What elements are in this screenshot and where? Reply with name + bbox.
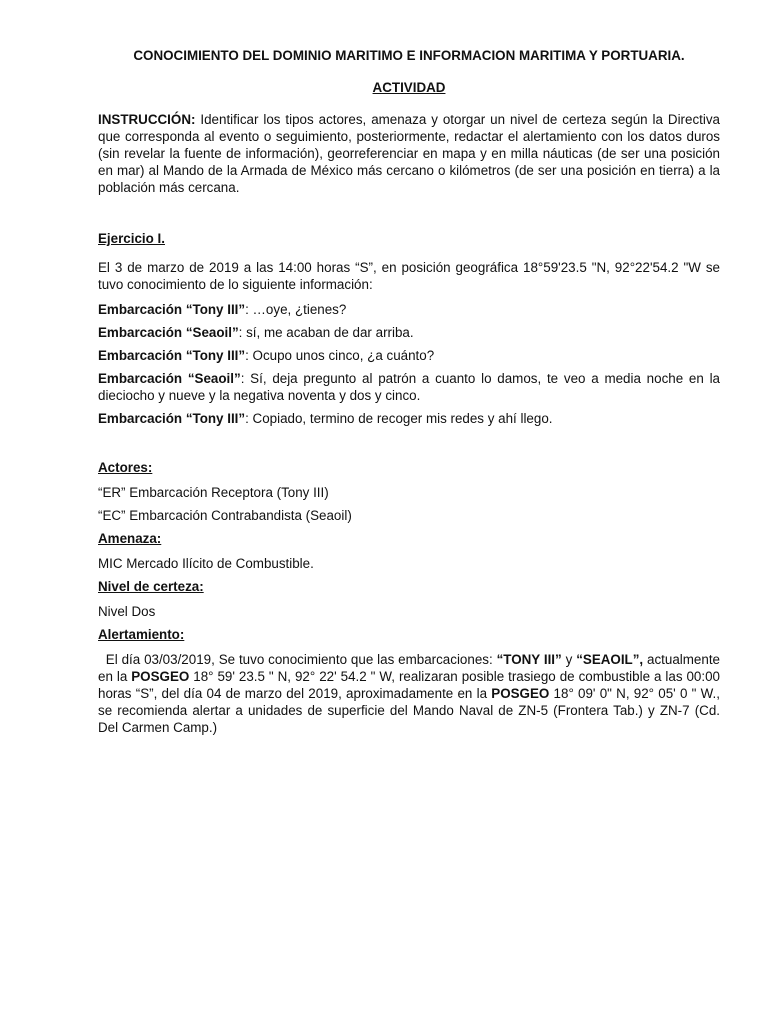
activity-heading: ACTIVIDAD	[372, 80, 446, 95]
exercise-heading: Ejercicio I.	[98, 231, 165, 246]
actor-item: “ER” Embarcación Receptora (Tony III)	[98, 485, 329, 500]
dialogue-text: : Sí, deja pregunto al patrón a cuanto lo damos, te veo a media noche en la dieciocho y nueve y la negativa noventa y dos y cinco.	[98, 371, 721, 403]
alert-text: 18° 59' 23.5 " N, 92° 22' 54.2 " W, realizaran posible trasiego de combustible a las 00:00 horas “S”, del día 04 de marzo del 2019, aproximadamente en la	[98, 669, 724, 701]
threat-heading: Amenaza:	[98, 531, 162, 546]
vessel-name-bold: “TONY III”	[496, 652, 562, 667]
exercise-intro: El 3 de marzo de 2019 a las 14:00 horas “S”, en posición geográfica 18°59'23.5 "N, 92°22'54.2 "W se tuvo conocimiento de lo siguiente información:	[98, 260, 720, 292]
posgeo-bold: POSGEO	[491, 686, 550, 701]
dialogue-text: : sí, me acaban de dar arriba.	[238, 325, 414, 340]
dialogue-text: : Copiado, termino de recoger mis redes y ahí llego.	[245, 411, 553, 426]
dialogue-speaker: Embarcación “Seaoil”	[98, 325, 239, 340]
document-title: CONOCIMIENTO DEL DOMINIO MARITIMO E INFORMACION MARITIMA Y PORTUARIA.	[133, 48, 685, 63]
alert-text: El día 03/03/2019, Se tuvo conocimiento que las embarcaciones:	[98, 652, 497, 667]
dialogue-speaker: Embarcación “Tony III”	[98, 302, 246, 317]
alert-text: 18° 09' 0" N, 92° 05' 0 " W., se recomienda alertar a unidades de superficie del Mando Naval de ZN-5 (Frontera Tab.) y ZN-7 (Cd. Del Carmen Camp.)	[98, 686, 724, 735]
dialogue-text: : Ocupo unos cinco, ¿a cuánto?	[245, 348, 435, 363]
dialogue-line	[98, 370, 720, 404]
dialogue-line	[98, 324, 720, 341]
alert-paragraph	[98, 651, 724, 736]
vessel-name-bold: “SEAOIL”,	[576, 652, 644, 667]
alert-heading: Alertamiento:	[98, 627, 185, 642]
dialogue-line	[98, 410, 720, 427]
certainty-text: Nivel Dos	[98, 604, 156, 619]
certainty-heading: Nivel de certeza:	[98, 579, 204, 594]
instruction-paragraph	[98, 111, 720, 196]
dialogue-text: : …oye, ¿tienes?	[245, 302, 347, 317]
actor-item: “EC” Embarcación Contrabandista (Seaoil)	[98, 508, 352, 523]
alert-text: actualmente en la	[98, 652, 724, 684]
document-body	[98, 47, 724, 736]
actors-heading: Actores:	[98, 460, 153, 475]
dialogue-speaker: Embarcación “Tony III”	[98, 348, 246, 363]
posgeo-bold: POSGEO	[131, 669, 190, 684]
dialogue-line	[98, 301, 720, 318]
instruction-text: Identificar los tipos actores, amenaza y otorgar un nivel de certeza según la Directiva que corresponda al evento o seguimiento, posteriormente, redactar el alertamiento con los datos duros (sin revelar la fuente de información), georreferenciar en mapa y en milla náuticas (de ser una posición en mar) al Mando de la Armada de México más cercano o kilómetros (de ser una posición en tierra) a la población más cercana.	[98, 112, 720, 195]
alert-text: y	[561, 652, 577, 667]
threat-text: MIC Mercado Ilícito de Combustible.	[98, 556, 314, 571]
dialogue-line	[98, 347, 720, 364]
instruction-label: INSTRUCCIÓN:	[98, 112, 196, 127]
dialogue-speaker: Embarcación “Seaoil”	[98, 371, 241, 386]
dialogue-speaker: Embarcación “Tony III”	[98, 411, 246, 426]
